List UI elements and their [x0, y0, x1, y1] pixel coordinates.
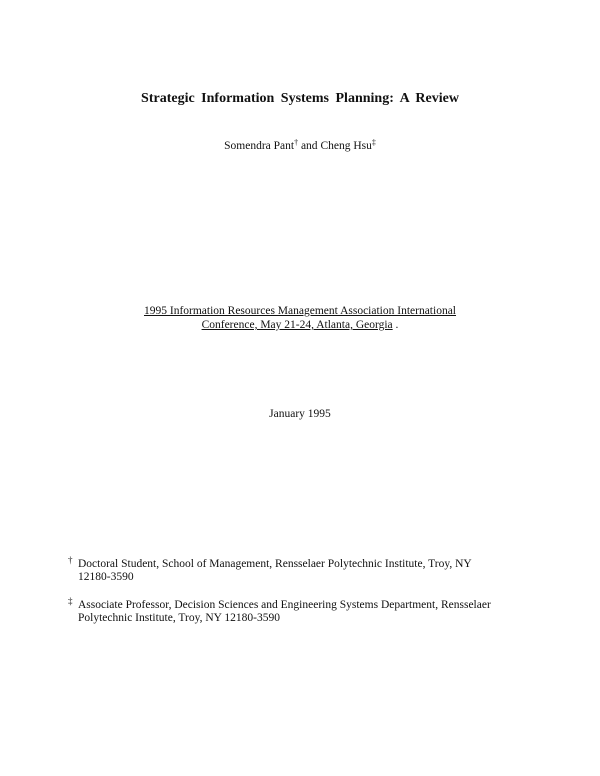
publication-date: January 1995: [269, 408, 331, 420]
author-2-name: Cheng Hsu: [320, 140, 372, 152]
footnote-2: [68, 596, 498, 625]
author-1-name: Somendra Pant: [224, 140, 295, 152]
footnote-1-text: Doctoral Student, School of Management, Rensselaer Polytechnic Institute, Troy, NY 12180-3590: [78, 558, 472, 583]
footnote-1-mark: †: [68, 555, 73, 565]
author-conjunction: and: [298, 140, 321, 152]
footnote-1: [68, 555, 498, 584]
author-2-footnote-mark: ‡: [371, 138, 376, 147]
author-1-footnote-mark: †: [294, 138, 299, 147]
conference-line-1: 1995 Information Resources Management Association International: [143, 305, 457, 317]
author-line: [0, 139, 600, 153]
conference-line-2-suffix: .: [395, 319, 399, 331]
footnote-2-text: Associate Professor, Decision Sciences and Engineering Systems Department, Rensselaer Polytechnic Institute, Troy, NY 12180-3590: [78, 599, 491, 624]
conference-line-2: Conference, May 21-24, Atlanta, Georgia: [201, 319, 393, 331]
conference-info: [0, 304, 600, 332]
conference-line-2-wrapper: [0, 318, 600, 332]
footnote-2-mark: ‡: [68, 596, 73, 606]
paper-title: Strategic Information Systems Planning: A Review: [141, 91, 459, 106]
